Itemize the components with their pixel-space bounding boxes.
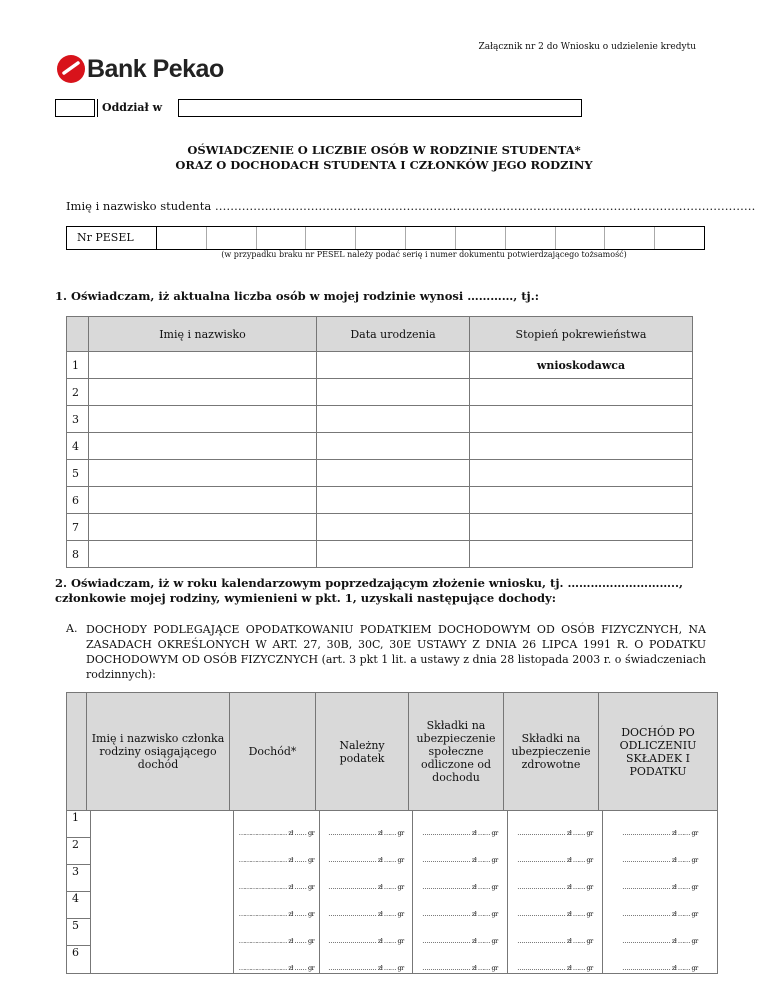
row-number: 5	[67, 460, 89, 487]
name-cell[interactable]	[89, 487, 317, 514]
tax-cell[interactable]: …………………… zł …… gr	[320, 919, 413, 946]
branch-name-field[interactable]	[178, 99, 582, 117]
health-cell[interactable]: …………………… zł …… gr	[508, 865, 603, 892]
health-cell[interactable]: …………………… zł …… gr	[508, 838, 603, 865]
health-cell[interactable]: …………………… zł …… gr	[508, 811, 603, 838]
pesel-digit[interactable]	[257, 227, 307, 249]
member-name-cell[interactable]	[91, 865, 234, 892]
table-row	[67, 352, 693, 379]
section2-heading-line2: członkowie mojej rodziny, wymienieni w pkt. 1, uzyskali następujące dochody:	[55, 591, 556, 605]
member-name-cell[interactable]	[91, 946, 234, 974]
col-member-name: Imię i nazwisko członka rodziny osiągającego dochód	[87, 693, 230, 811]
section2-heading-line1: 2. Oświadczam, iż w roku kalendarzowym poprzedzającym złożenie wniosku, tj. ………………………..,	[55, 576, 684, 590]
section1-heading: 1. Oświadczam, iż aktualna liczba osób w mojej rodzinie wynosi …………, tj.:	[55, 289, 539, 303]
row-number: 8	[67, 541, 89, 568]
table-row	[67, 919, 718, 946]
income-cell[interactable]: …………………… zł …… gr	[234, 946, 320, 974]
row-number: 5	[67, 919, 91, 946]
attachment-note: Załącznik nr 2 do Wniosku o udzielenie kredytu	[478, 42, 696, 52]
tax-cell[interactable]: …………………… zł …… gr	[320, 946, 413, 974]
member-name-cell[interactable]	[91, 892, 234, 919]
pesel-note: (w przypadku braku nr PESEL należy podać serię i numer dokumentu potwierdzającego tożsamość)	[221, 250, 627, 259]
pesel-digit[interactable]	[356, 227, 406, 249]
table-row	[67, 460, 693, 487]
income-rows	[66, 810, 718, 974]
social-cell[interactable]: …………………… zł …… gr	[413, 919, 508, 946]
net-income-cell[interactable]: …………………… zł …… gr	[603, 919, 718, 946]
tax-cell[interactable]: …………………… zł …… gr	[320, 865, 413, 892]
pesel-digit[interactable]	[655, 227, 704, 249]
row-number: 4	[67, 892, 91, 919]
col-birthdate: Data urodzenia	[317, 317, 470, 352]
income-cell[interactable]: …………………… zł …… gr	[234, 919, 320, 946]
form-title-line2: ORAZ O DOCHODACH STUDENTA I CZŁONKÓW JEGO RODZINY	[175, 158, 593, 172]
social-cell[interactable]: …………………… zł …… gr	[413, 811, 508, 838]
social-cell[interactable]: …………………… zł …… gr	[413, 838, 508, 865]
table-row	[67, 487, 693, 514]
member-name-cell[interactable]	[91, 919, 234, 946]
table-row	[67, 811, 718, 838]
table-row	[67, 379, 693, 406]
pesel-label: Nr PESEL	[67, 227, 157, 249]
branch-label: Oddział w	[97, 99, 163, 117]
col-num	[67, 693, 87, 811]
row-number: 2	[67, 379, 89, 406]
table-row	[67, 541, 693, 568]
health-cell[interactable]: …………………… zł …… gr	[508, 892, 603, 919]
tax-cell[interactable]: …………………… zł …… gr	[320, 892, 413, 919]
birthdate-cell[interactable]	[317, 514, 470, 541]
table-row	[67, 892, 718, 919]
row-number: 6	[67, 946, 91, 974]
relation-cell[interactable]	[470, 514, 693, 541]
row-number: 7	[67, 514, 89, 541]
birthdate-cell[interactable]	[317, 433, 470, 460]
bank-logo-text: Bank Pekao	[87, 55, 224, 83]
pesel-field[interactable]	[66, 226, 705, 250]
pesel-digit[interactable]	[605, 227, 655, 249]
table-row	[67, 838, 718, 865]
sub-a-prefix: A.	[66, 622, 78, 635]
net-income-cell[interactable]: …………………… zł …… gr	[603, 865, 718, 892]
name-cell[interactable]	[89, 514, 317, 541]
birthdate-cell[interactable]	[317, 541, 470, 568]
name-cell[interactable]	[89, 379, 317, 406]
tax-cell[interactable]: …………………… zł …… gr	[320, 811, 413, 838]
income-cell[interactable]: …………………… zł …… gr	[234, 892, 320, 919]
income-cell[interactable]: …………………… zł …… gr	[234, 865, 320, 892]
family-table	[66, 316, 693, 568]
health-cell[interactable]: …………………… zł …… gr	[508, 919, 603, 946]
row-number: 4	[67, 433, 89, 460]
birthdate-cell[interactable]	[317, 487, 470, 514]
pesel-digit[interactable]	[306, 227, 356, 249]
birthdate-cell[interactable]	[317, 460, 470, 487]
table-row	[67, 946, 718, 974]
col-name: Imię i nazwisko	[89, 317, 317, 352]
birthdate-cell[interactable]	[317, 352, 470, 379]
row-number: 6	[67, 487, 89, 514]
table-row	[67, 865, 718, 892]
name-cell[interactable]	[89, 541, 317, 568]
net-income-cell[interactable]: …………………… zł …… gr	[603, 838, 718, 865]
row-number: 3	[67, 865, 91, 892]
row-number: 1	[67, 811, 91, 838]
tax-cell[interactable]: …………………… zł …… gr	[320, 838, 413, 865]
relation-cell[interactable]	[470, 379, 693, 406]
table-row	[67, 433, 693, 460]
table-row	[67, 514, 693, 541]
name-cell[interactable]	[89, 352, 317, 379]
health-cell[interactable]: …………………… zł …… gr	[508, 946, 603, 974]
pesel-digit[interactable]	[456, 227, 506, 249]
name-cell[interactable]	[89, 406, 317, 433]
social-cell[interactable]: …………………… zł …… gr	[413, 865, 508, 892]
row-number: 3	[67, 406, 89, 433]
name-cell[interactable]	[89, 433, 317, 460]
net-income-cell[interactable]: …………………… zł …… gr	[603, 946, 718, 974]
member-name-cell[interactable]	[91, 838, 234, 865]
member-name-cell[interactable]	[91, 811, 234, 838]
net-income-cell[interactable]: …………………… zł …… gr	[603, 892, 718, 919]
pesel-digit[interactable]	[207, 227, 257, 249]
social-cell[interactable]: …………………… zł …… gr	[413, 892, 508, 919]
col-health-contributions: Składki na ubezpieczenie zdrowotne	[504, 693, 599, 811]
birthdate-cell[interactable]	[317, 379, 470, 406]
table-row	[67, 406, 693, 433]
income-cell[interactable]: …………………… zł …… gr	[234, 838, 320, 865]
student-name-field[interactable]: Imię i nazwisko studenta ……………………………………………………………………………………………………………………………	[66, 199, 756, 213]
name-cell[interactable]	[89, 460, 317, 487]
pesel-digit[interactable]	[556, 227, 606, 249]
col-social-contributions: Składki na ubezpieczenie społeczne odliczone od dochodu	[409, 693, 504, 811]
sub-a-text: DOCHODY PODLEGAJĄCE OPODATKOWANIU PODATKIEM DOCHODOWYM OD OSÓB FIZYCZNYCH, NA ZASADACH OKREŚLONYCH W ART. 27, 30B, 30C, 30E USTAWY Z DNIA 26 LIPCA 1991 R. O PODATKU DOCHODOWYM OD OSÓB FIZYCZNYCH (art. 3 pkt 1 lit. a ustawy z dnia 28 listopada 2003 r. o świadczeniach rodzinnych):	[86, 623, 706, 681]
birthdate-cell[interactable]	[317, 406, 470, 433]
social-cell[interactable]: …………………… zł …… gr	[413, 946, 508, 974]
row-number: 2	[67, 838, 91, 865]
income-cell[interactable]: …………………… zł …… gr	[234, 811, 320, 838]
col-tax: Należny podatek	[316, 693, 409, 811]
relation-cell[interactable]	[470, 460, 693, 487]
pesel-digit[interactable]	[157, 227, 207, 249]
pesel-digit[interactable]	[406, 227, 456, 249]
relation-cell: wnioskodawca	[470, 352, 693, 379]
income-table	[66, 692, 718, 811]
pesel-digit[interactable]	[506, 227, 556, 249]
col-relation: Stopień pokrewieństwa	[470, 317, 693, 352]
form-title-line1: OŚWIADCZENIE O LICZBIE OSÓB W RODZINIE STUDENTA*	[187, 143, 581, 157]
relation-cell[interactable]	[470, 541, 693, 568]
relation-cell[interactable]	[470, 433, 693, 460]
relation-cell[interactable]	[470, 406, 693, 433]
row-number: 1	[67, 352, 89, 379]
branch-code-field[interactable]	[55, 99, 95, 117]
col-num	[67, 317, 89, 352]
col-net-income: DOCHÓD PO ODLICZENIU SKŁADEK I PODATKU	[599, 693, 718, 811]
net-income-cell[interactable]: …………………… zł …… gr	[603, 811, 718, 838]
relation-cell[interactable]	[470, 487, 693, 514]
col-income: Dochód*	[230, 693, 316, 811]
